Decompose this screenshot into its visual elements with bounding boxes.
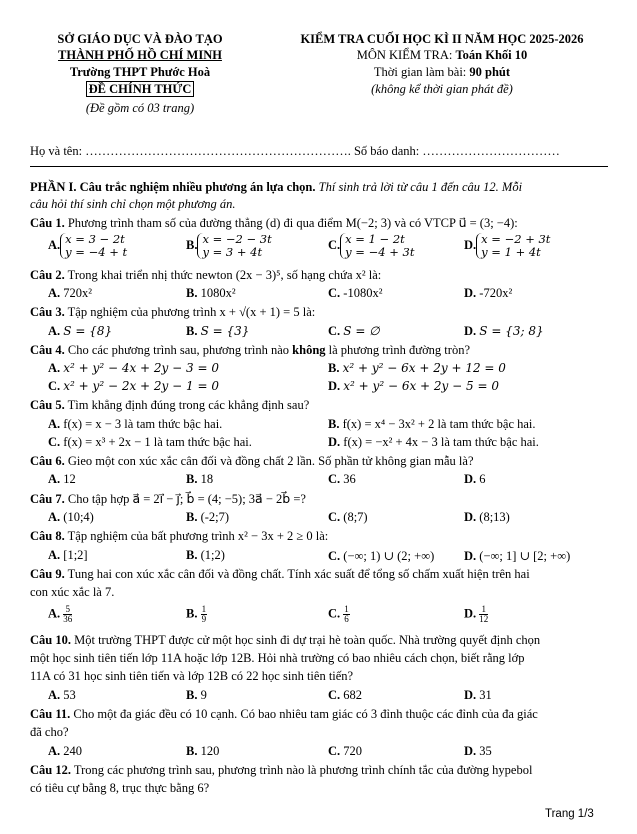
q3-option-a[interactable]: A. S = {8} — [48, 324, 113, 338]
q8-option-b[interactable]: B. (1;2) — [186, 548, 225, 562]
divider — [30, 166, 608, 167]
q4-option-d[interactable]: D. x² + y² − 6x + 2y − 5 = 0 — [328, 379, 499, 393]
q3-option-b[interactable]: B. S = {3} — [186, 324, 250, 338]
q7-option-b[interactable]: B. (-2;7) — [186, 510, 230, 524]
exam-duration: Thời gian làm bài: 90 phút — [373, 65, 511, 79]
exam-duration-note: (không kể thời gian phát đề) — [371, 82, 513, 96]
q9-option-a[interactable]: A. $\frac{5}{36}$ — [48, 604, 73, 624]
q6-text: Câu 6. Gieo một con xúc xắc cân đối và đồng chất 2 lần. Số phần tử không gian mẫu là? — [30, 454, 474, 468]
q4-text: Câu 4. Cho các phương trình sau, phương trình nào không là phương trình đường tròn? — [30, 343, 470, 357]
part1-intro-cont: câu hỏi thí sinh chỉ chọn một phương án. — [30, 197, 236, 211]
q9-option-c[interactable]: C. $\frac{1}{6}$ — [328, 604, 349, 624]
q8-text: Câu 8. Tập nghiệm của bất phương trình x² − 3x + 2 ≥ 0 là: — [30, 529, 329, 543]
q10-option-c[interactable]: C. 682 — [328, 688, 363, 702]
q6-option-c[interactable]: C. 36 — [328, 472, 356, 486]
q9-option-b[interactable]: B. $\frac{1}{9}$ — [186, 604, 207, 624]
city-name: THÀNH PHỐ HỒ CHÍ MINH — [58, 48, 222, 62]
page-number: Trang 1/3 — [545, 808, 594, 820]
q5-option-c[interactable]: C. f(x) = x³ + 2x − 1 là tam thức bậc hai. — [48, 435, 252, 449]
q11-text: Câu 11. Cho một đa giác đều có 10 cạnh. Có bao nhiêu tam giác có 3 đỉnh thuộc các đỉnh của đa giác — [30, 707, 538, 721]
q8-option-c[interactable]: C. (−∞; 1) ∪ (2; +∞) — [328, 549, 435, 563]
q10-text-cont2: 11A có 31 học sinh tiên tiến và lớp 12B có 22 học sinh tiên tiến? — [30, 669, 354, 683]
q11-option-a[interactable]: A. 240 — [48, 744, 83, 758]
q2-option-d[interactable]: D. -720x² — [464, 286, 513, 300]
q7-option-a[interactable]: A. (10;4) — [48, 510, 94, 524]
q9-text: Câu 9. Tung hai con xúc xắc cân đối và đồng chất. Tính xác suất để tổng số chấm xuất hiện trên hai — [30, 567, 530, 581]
q1-option-b[interactable]: B. x = −2 − 3t y = 3 + 4t — [186, 232, 272, 259]
dept-name: SỞ GIÁO DỤC VÀ ĐÀO TẠO — [57, 32, 223, 46]
q1-option-d[interactable]: D. x = −2 + 3t y = 1 + 4t — [464, 232, 551, 259]
q3-option-c[interactable]: C. S = ∅ — [328, 324, 380, 338]
q10-option-d[interactable]: D. 31 — [464, 688, 492, 702]
q8-option-a[interactable]: A. [1;2] — [48, 548, 88, 562]
q9-option-d[interactable]: D. $\frac{1}{12}$ — [464, 604, 489, 624]
q6-option-b[interactable]: B. 18 — [186, 472, 214, 486]
q10-text: Câu 10. Một trường THPT được cử một học sinh đi dự trại hè toàn quốc. Nhà trường quyết định chọn — [30, 633, 541, 647]
school-name: Trường THPT Phước Hoà — [69, 65, 211, 79]
q4-option-c[interactable]: C. x² + y² − 2x + 2y − 1 = 0 — [48, 379, 219, 393]
q7-option-d[interactable]: D. (8;13) — [464, 510, 510, 524]
q11-option-b[interactable]: B. 120 — [186, 744, 220, 758]
q9-text-cont: con xúc xắc là 7. — [30, 585, 115, 599]
q10-option-b[interactable]: B. 9 — [186, 688, 207, 702]
q7-text: Câu 7. Cho tập hợp a⃗ = 2i⃗ − j⃗; b⃗ = (4; −5); 3a⃗ − 2b⃗ =? — [30, 492, 306, 506]
student-info-line — [30, 144, 560, 159]
q11-text-cont: đã cho? — [30, 725, 69, 739]
q2-option-a[interactable]: A. 720x² — [48, 286, 93, 300]
q6-option-a[interactable]: A. 12 — [48, 472, 76, 486]
q7-option-c[interactable]: C. (8;7) — [328, 510, 368, 524]
exam-title: KIỂM TRA CUỐI HỌC KÌ II NĂM HỌC 2025-2026 — [300, 32, 584, 46]
q11-option-d[interactable]: D. 35 — [464, 744, 492, 758]
q1-text: Câu 1. Phương trình tham số của đường thẳng (d) đi qua điểm M(−2; 3) và có VTCP u⃗ = (3; −4): — [30, 216, 518, 230]
name-label: Họ và tên: — [30, 144, 86, 158]
q3-option-d[interactable]: D. S = {3; 8} — [464, 324, 544, 338]
official-exam-badge: ĐỀ CHÍNH THỨC — [40, 82, 240, 97]
q5-option-b[interactable]: B. f(x) = x⁴ − 3x² + 2 là tam thức bậc hai. — [328, 417, 536, 431]
q5-option-d[interactable]: D. f(x) = −x² + 4x − 3 là tam thức bậc hai. — [328, 435, 539, 449]
q5-option-a[interactable]: A. f(x) = x − 3 là tam thức bậc hai. — [48, 417, 223, 431]
q5-text: Câu 5. Tìm khẳng định đúng trong các khẳng định sau? — [30, 398, 310, 412]
q4-option-a[interactable]: A. x² + y² − 4x + 2y − 3 = 0 — [48, 361, 219, 375]
q2-text: Câu 2. Trong khai triển nhị thức newton (2x − 3)⁵, số hạng chứa x² là: — [30, 268, 382, 282]
q2-option-b[interactable]: B. 1080x² — [186, 286, 236, 300]
q3-text: Câu 3. Tập nghiệm của phương trình x + √(x + 1) = 5 là: — [30, 305, 316, 319]
q6-option-d[interactable]: D. 6 — [464, 472, 486, 486]
q10-text-cont1: một học sinh tiên tiến lớp 11A hoặc lớp 12B. Hỏi nhà trường có bao nhiêu cách chọn, biết rằng lớp — [30, 651, 525, 665]
exam-subject: MÔN KIỂM TRA: Toán Khối 10 — [356, 48, 528, 62]
q12-text-cont: có tiêu cự bằng 8, trục thực bằng 6? — [30, 781, 210, 795]
part1-heading: PHẦN I. Câu trắc nghiệm nhiều phương án lựa chọn. Thí sinh trả lời từ câu 1 đến câu 12. Mỗi — [30, 180, 523, 194]
id-field[interactable]: …………………………… — [422, 144, 560, 158]
q4-option-b[interactable]: B. x² + y² − 6x + 2y + 12 = 0 — [328, 361, 506, 375]
q12-text: Câu 12. Trong các phương trình sau, phương trình nào là phương trình chính tắc của đường hypebol — [30, 763, 533, 777]
q1-option-c[interactable]: C. x = 1 − 2t y = −4 + 3t — [328, 232, 415, 259]
q8-option-d[interactable]: D. (−∞; 1] ∪ [2; +∞) — [464, 549, 571, 563]
q11-option-c[interactable]: C. 720 — [328, 744, 363, 758]
page-count-note: (Đề gồm có 03 trang) — [85, 101, 195, 115]
id-label: Số báo danh: — [350, 144, 423, 158]
name-field[interactable]: ………………………………………………………. — [85, 144, 351, 158]
q2-option-c[interactable]: C. -1080x² — [328, 286, 383, 300]
q10-option-a[interactable]: A. 53 — [48, 688, 76, 702]
q1-option-a[interactable]: A. x = 3 − 2t y = −4 + t — [48, 232, 128, 259]
